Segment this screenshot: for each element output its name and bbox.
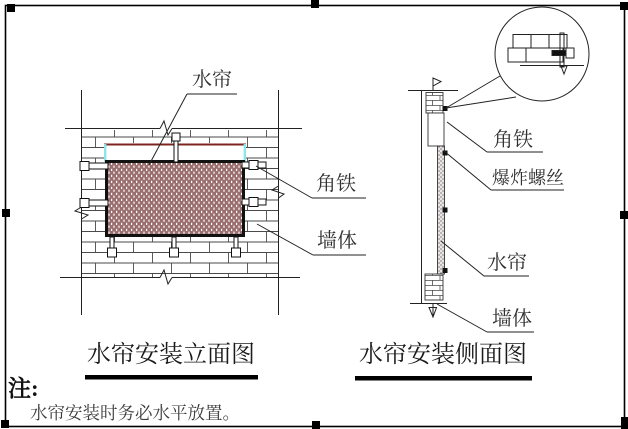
handle-left-middle[interactable]	[2, 209, 10, 217]
note-prefix: 注:	[8, 376, 39, 401]
detail-expansion-bolt	[552, 51, 566, 56]
handle-top-right[interactable]	[620, 2, 628, 10]
note-text: 水帘安装时务必水平放置。	[30, 403, 240, 423]
bracket-right-top-plate	[249, 161, 258, 170]
tab-bottom-1-plate	[108, 248, 117, 257]
handle-right-middle[interactable]	[620, 211, 628, 219]
detail-leader-1	[446, 76, 500, 108]
front-curtain-label: 水帘	[192, 69, 232, 91]
bracket-left-top-plate	[80, 162, 89, 171]
detail-brick-row1	[513, 35, 567, 49]
bolt-1	[443, 106, 448, 111]
bolt-4	[443, 268, 448, 273]
front-caption-underline	[85, 375, 258, 380]
tab-top-stem	[174, 141, 178, 162]
bracket-left-bottom-plate	[80, 199, 89, 208]
leader-side-angle-iron	[447, 122, 487, 152]
side-angle-iron-box	[428, 113, 444, 146]
side-wall-label: 墙体	[492, 308, 532, 330]
side-brick-top	[426, 93, 443, 114]
tab-bottom-2-plate	[170, 248, 179, 257]
front-view-caption: 水帘安装立面图	[87, 342, 255, 368]
detail-bolt-head	[566, 48, 574, 58]
tab-top-plate	[172, 133, 180, 141]
side-caption-underline	[355, 376, 532, 381]
handle-bottom-left[interactable]	[1, 420, 9, 428]
handle-bottom-right[interactable]	[621, 417, 628, 429]
detail-bubble	[495, 7, 589, 101]
leader-expansion-bolt	[444, 151, 491, 190]
side-curtain-label: 水帘	[487, 252, 527, 274]
note-block	[8, 376, 240, 423]
side-top-flag	[433, 78, 441, 86]
side-expansion-bolt-label: 爆炸螺丝	[492, 168, 564, 188]
front-angle-iron-label: 角铁	[316, 173, 356, 195]
detail-bubble-content	[508, 33, 584, 74]
side-view	[355, 7, 589, 381]
handle-bottom-middle[interactable]	[312, 421, 320, 429]
front-wall-label: 墙体	[317, 230, 357, 252]
handle-top-middle[interactable]	[311, 0, 319, 8]
water-curtain-panel	[107, 162, 244, 236]
side-brick-bottom	[425, 274, 443, 300]
front-elevation-view	[60, 68, 366, 380]
bolt-3	[443, 208, 448, 213]
bracket-right-bottom-plate	[249, 198, 258, 207]
side-angle-iron-label: 角铁	[493, 129, 533, 151]
detail-leader-2	[446, 97, 516, 108]
leader-side-wall	[437, 304, 487, 332]
handle-top-left[interactable]	[7, 4, 15, 12]
tab-bottom-3-plate	[232, 248, 241, 257]
side-view-caption: 水帘安装侧面图	[359, 342, 527, 368]
